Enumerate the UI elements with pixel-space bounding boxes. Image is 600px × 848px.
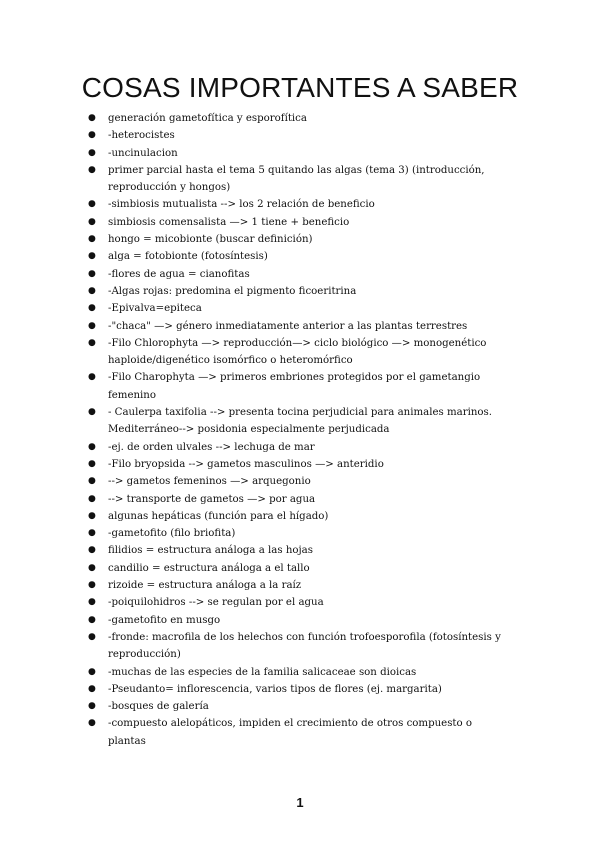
list-item-text: -ej. de orden ulvales --> lechuga de mar [108, 441, 315, 453]
list-item [0, 508, 600, 525]
list-item [0, 127, 600, 144]
bullet-icon: ● [88, 545, 96, 556]
list-item-text: -muchas de las especies de la familia salicaceae son dioicas [108, 666, 417, 678]
list-item-text: simbiosis comensalista —> 1 tiene + beneficio [108, 216, 350, 228]
bullet-icon: ● [88, 337, 96, 348]
bullet-icon: ● [88, 407, 96, 418]
list-item [0, 439, 600, 456]
bullet-icon: ● [88, 458, 96, 469]
list-item-text: filidios = estructura análoga a las hojas [108, 545, 313, 557]
bullet-icon: ● [88, 130, 96, 141]
list-item-text: -bosques de galería [108, 701, 209, 713]
list-item [0, 594, 600, 611]
notes-list [0, 110, 600, 750]
list-item-text: -fronde: macrofila de los helechos con función trofoesporofila (fotosíntesis y reproducción) [108, 631, 501, 661]
list-item [0, 248, 600, 265]
list-item [0, 629, 600, 664]
list-item [0, 456, 600, 473]
list-item-text: -uncinulacion [108, 147, 178, 159]
list-item-text: -gametofito en musgo [108, 614, 221, 626]
list-item-text: -Algas rojas: predomina el pigmento ficoeritrina [108, 285, 357, 297]
list-item-text: hongo = micobionte (buscar definición) [108, 234, 313, 246]
bullet-icon: ● [88, 199, 96, 210]
bullet-icon: ● [88, 493, 96, 504]
list-item [0, 715, 600, 750]
bullet-icon: ● [88, 666, 96, 677]
list-item-text: -"chaca" —> género inmediatamente anterior a las plantas terrestres [108, 320, 468, 332]
list-item-text: -compuesto alelopáticos, impiden el crecimiento de otros compuesto o plantas [108, 718, 473, 747]
bullet-icon: ● [88, 251, 96, 262]
bullet-icon: ● [88, 510, 96, 521]
list-item [0, 664, 600, 681]
list-item-text: -Filo bryopsida --> gametos masculinos —> anteridio [108, 458, 384, 470]
list-item-text: algunas hepáticas (función para el hígado) [108, 510, 329, 522]
bullet-icon: ● [88, 528, 96, 539]
bullet-icon: ● [88, 562, 96, 573]
list-item [0, 196, 600, 213]
bullet-icon: ● [88, 113, 96, 123]
list-item [0, 698, 600, 715]
list-item [0, 300, 600, 317]
list-item [0, 110, 600, 127]
bullet-icon: ● [88, 701, 96, 712]
bullet-icon: ● [88, 216, 96, 227]
list-item-text: -flores de agua = cianofitas [108, 268, 250, 280]
list-item [0, 560, 600, 577]
list-item-text: -poiquilohidros --> se regulan por el agua [108, 597, 324, 609]
bullet-icon: ● [88, 614, 96, 625]
list-item-text: primer parcial hasta el tema 5 quitando las algas (tema 3) (introducción, reproducción y hongos) [108, 164, 485, 194]
list-item-text: -Pseudanto= inflorescencia, varios tipos de flores (ej. margarita) [108, 683, 442, 695]
bullet-icon: ● [88, 683, 96, 694]
bullet-icon: ● [88, 580, 96, 591]
list-item-text: -Epivalva=epiteca [108, 303, 202, 315]
list-item-text: -simbiosis mutualista --> los 2 relación de beneficio [108, 199, 375, 211]
list-item-text: -gametofito (filo briofita) [108, 528, 236, 540]
list-item-text: - Caulerpa taxifolia --> presenta tocina perjudicial para animales marinos. Mediterráneo--> posidonia especialmente perjudicada [108, 407, 493, 436]
list-item [0, 525, 600, 542]
bullet-icon: ● [88, 147, 96, 158]
list-item-text: -Filo Chlorophyta —> reproducción—> ciclo biológico —> monogenético haploide/digenético isomórfico o heteromórfico [108, 337, 487, 367]
list-item [0, 369, 600, 404]
bullet-icon: ● [88, 268, 96, 279]
list-item [0, 145, 600, 162]
bullet-icon: ● [88, 303, 96, 314]
bullet-icon: ● [88, 164, 96, 175]
list-item [0, 612, 600, 629]
list-item-text: rizoide = estructura análoga a la raíz [108, 580, 302, 592]
list-item [0, 231, 600, 248]
list-item [0, 162, 600, 197]
list-item-text: -heterocistes [108, 130, 175, 142]
list-item-text: generación gametofítica y esporofítica [108, 113, 307, 124]
list-item [0, 283, 600, 300]
list-item-text: --> transporte de gametos —> por agua [108, 493, 316, 505]
bullet-icon: ● [88, 476, 96, 487]
list-item-text: -Filo Charophyta —> primeros embriones protegidos por el gametangio femenino [108, 372, 481, 401]
bullet-icon: ● [88, 631, 96, 642]
list-item [0, 214, 600, 231]
list-item-text: alga = fotobionte (fotosíntesis) [108, 251, 268, 263]
bullet-icon: ● [88, 441, 96, 452]
list-item [0, 542, 600, 559]
list-item [0, 266, 600, 283]
bullet-icon: ● [88, 718, 96, 729]
bullet-icon: ● [88, 234, 96, 245]
list-item [0, 473, 600, 490]
list-item [0, 681, 600, 698]
list-item-text: candilio = estructura análoga a el tallo [108, 562, 310, 574]
bullet-icon: ● [88, 285, 96, 296]
bullet-icon: ● [88, 597, 96, 608]
page-title: COSAS IMPORTANTES A SABER [81, 72, 519, 103]
bullet-icon: ● [88, 320, 96, 331]
bullet-icon: ● [88, 372, 96, 383]
list-item [0, 491, 600, 508]
list-item [0, 318, 600, 335]
list-item-text: --> gametos femeninos —> arquegonio [108, 476, 311, 488]
list-item [0, 577, 600, 594]
list-item [0, 404, 600, 439]
page-number: 1 [296, 795, 304, 810]
list-item [0, 335, 600, 370]
